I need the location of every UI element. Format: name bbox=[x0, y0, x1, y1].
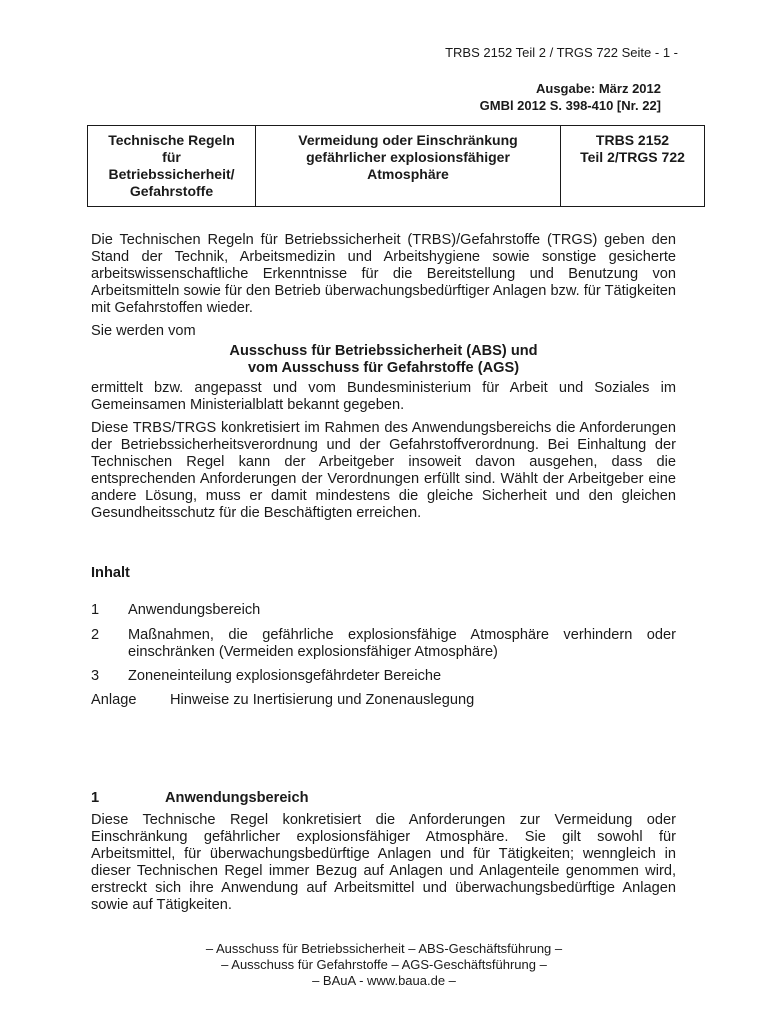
footer-line-2: – Ausschuss für Gefahrstoffe – AGS-Geschäftsführung – bbox=[221, 957, 547, 972]
committee-line-2: vom Ausschuss für Gefahrstoffe (AGS) bbox=[247, 360, 520, 376]
intro-paragraph-2: Sie werden vom bbox=[91, 323, 196, 339]
issue-info bbox=[480, 80, 661, 114]
footer-line-1: – Ausschuss für Betriebssicherheit – ABS-Geschäftsführung – bbox=[205, 941, 563, 956]
running-head: TRBS 2152 Teil 2 / TRGS 722 Seite - 1 - bbox=[445, 45, 678, 60]
section-title: Anwendungsbereich bbox=[165, 790, 309, 806]
committee-line-1: Ausschuss für Betriebssicherheit (ABS) und bbox=[229, 343, 538, 359]
intro-paragraph-3: ermittelt bzw. angepasst und vom Bundesministerium für Arbeit und Soziales im Gemeinsamen Ministerialblatt bekannt gegeben. bbox=[91, 380, 676, 413]
gmbl-reference: GMBl 2012 S. 398-410 [Nr. 22] bbox=[479, 98, 661, 113]
title-table bbox=[87, 125, 705, 207]
section-number: 1 bbox=[91, 790, 100, 806]
title-cell-number: TRBS 2152 Teil 2/TRGS 722 bbox=[561, 126, 705, 207]
intro-section bbox=[91, 232, 676, 522]
intro-paragraph-1: Die Technischen Regeln für Betriebssicherheit (TRBS)/Gefahrstoffe (TRGS) geben den Stand der Technik, Arbeitsmedizin und Arbeitshygiene sowie sonstige gesicherte arbeitswissenschaftliche Erkenntnisse für die Bereitstellung und Benutzung von Arbeitsmitteln sowie für den Betrieb überwachungsbedürftiger Anlagen bzw. für Tätigkeiten mit Gefahrstoffen wieder. bbox=[91, 232, 676, 316]
section-1-heading bbox=[91, 790, 676, 807]
issue-date: Ausgabe: März 2012 bbox=[536, 81, 661, 96]
intro-paragraph-4: Diese TRBS/TRGS konkretisiert im Rahmen des Anwendungsbereichs die Anforderungen der Betriebssicherheitsverordnung und der Gefahrstoffverordnung. Bei Einhaltung der Technischen Regel kann der Arbeitgeber insoweit davon ausgehen, dass die entsprechenden Anforderungen der Verordnungen erfüllt sind. Wählt der Arbeitgeber eine andere Lösung, muss er damit mindestens die gleiche Sicherheit und den gleichen Gesundheitsschutz für die Beschäftigten erreichen. bbox=[91, 420, 676, 521]
section-1-text: Diese Technische Regel konkretisiert die Anforderungen zur Vermeidung oder Einschränkung gefährlicher explosionsfähiger Atmosphäre. Sie gilt sowohl für Arbeitsmittel, für überwachungsbedürftige Anlagen und für Tätigkeiten; wenngleich in dieser Technischen Regel immer Bezug auf Anlagen und Anlagenteile genommen wird, erstreckt sich ihre Anwendung auf Arbeitsmittel und überwachungsbedürftige Anlagen sowie auf Tätigkeiten. bbox=[91, 812, 676, 913]
footer-line-3: – BAuA - www.baua.de – bbox=[312, 973, 456, 988]
title-cell-subject: Vermeidung oder Einschränkung gefährlicher explosionsfähiger Atmosphäre bbox=[256, 126, 561, 207]
footer bbox=[0, 941, 768, 989]
contents-heading: Inhalt bbox=[91, 565, 130, 581]
document-page: TRBS 2152 Teil 2 / TRGS 722 Seite - 1 - Ausgabe: März 2012 GMBl 2012 S. 398-410 [Nr. 22] Technische Regeln für Betriebssicherheit/ Gefahrstoffe Vermeidung oder Einschränkung gefährlicher explosionsfähiger Atmosphäre TRBS 2152 Teil 2/TRGS 722 Die Technischen Regeln für Betriebssicherheit (TRBS)/Gefahrstoffe (TRGS) geben den Stand der Technik, Arbeitsmedizin und Arbeitshygiene sowie sonstige gesicherte arbeitswissenschaftliche Erkenntnisse für die Bereitstellung und Benutzung von Arbeitsmitteln sowie für den Betrieb überwachungsbedürftiger Anlagen bzw. für Tätigkeiten mit Gefahrstoffen wieder. Sie werden vom Ausschuss für Betriebssicherheit (ABS) und vom Ausschuss für Gefahrstoffe (AGS) ermittelt bzw. angepasst und vom Bundesministerium für Arbeit und Soziales im Gemeinsamen Ministerialblatt bekannt gegeben. Diese TRBS/TRGS konkretisiert im Rahmen des Anwendungsbereichs die Anforderungen der Betriebssicherheitsverordnung und der Gefahrstoffverordnung. Bei Einhaltung der Technischen Regel kann der Arbeitgeber insoweit davon ausgehen, dass die entsprechenden Anforderungen der Verordnungen erfüllt sind. Wählt der Arbeitgeber eine andere Lösung, muss er damit mindestens die gleiche Sicherheit und den gleichen Gesundheitsschutz für die Beschäftigten erreichen. Inhalt 1 Anwendungsbereich 2 Maßnahmen, die gefährliche explosionsfähige Atmosphäre verhindern oder einschränken (Vermeiden explosionsfähiger Atmosphäre) 3 Zoneneinteilung explosionsgefährdeter Bereiche Anlage Hinweise zu Inertisierung und Zonenauslegung 1 Anwendungsbereich Diese Technische Regel konkretisiert die Anforderungen zur Vermeidung oder Einschränkung gefährlicher explosionsfähiger Atmosphäre. Sie gilt sowohl für Arbeitsmittel, für überwachungsbedürftige Anlagen und für Tätigkeiten; wenngleich in dieser Technischen Regel immer Bezug auf Anlagen und Anlagenteile genommen wird, erstreckt sich ihre Anwendung auf Arbeitsmittel und überwachungsbedürftige Anlagen sowie auf Tätigkeiten. – Ausschuss für Betriebssicherheit – ABS-Geschäftsführung – – Ausschuss für Gefahrstoffe – AGS-Geschäftsführung – – BAuA - www.baua.de – bbox=[0, 0, 768, 1024]
title-cell-category: Technische Regeln für Betriebssicherheit/ Gefahrstoffe bbox=[88, 126, 256, 207]
